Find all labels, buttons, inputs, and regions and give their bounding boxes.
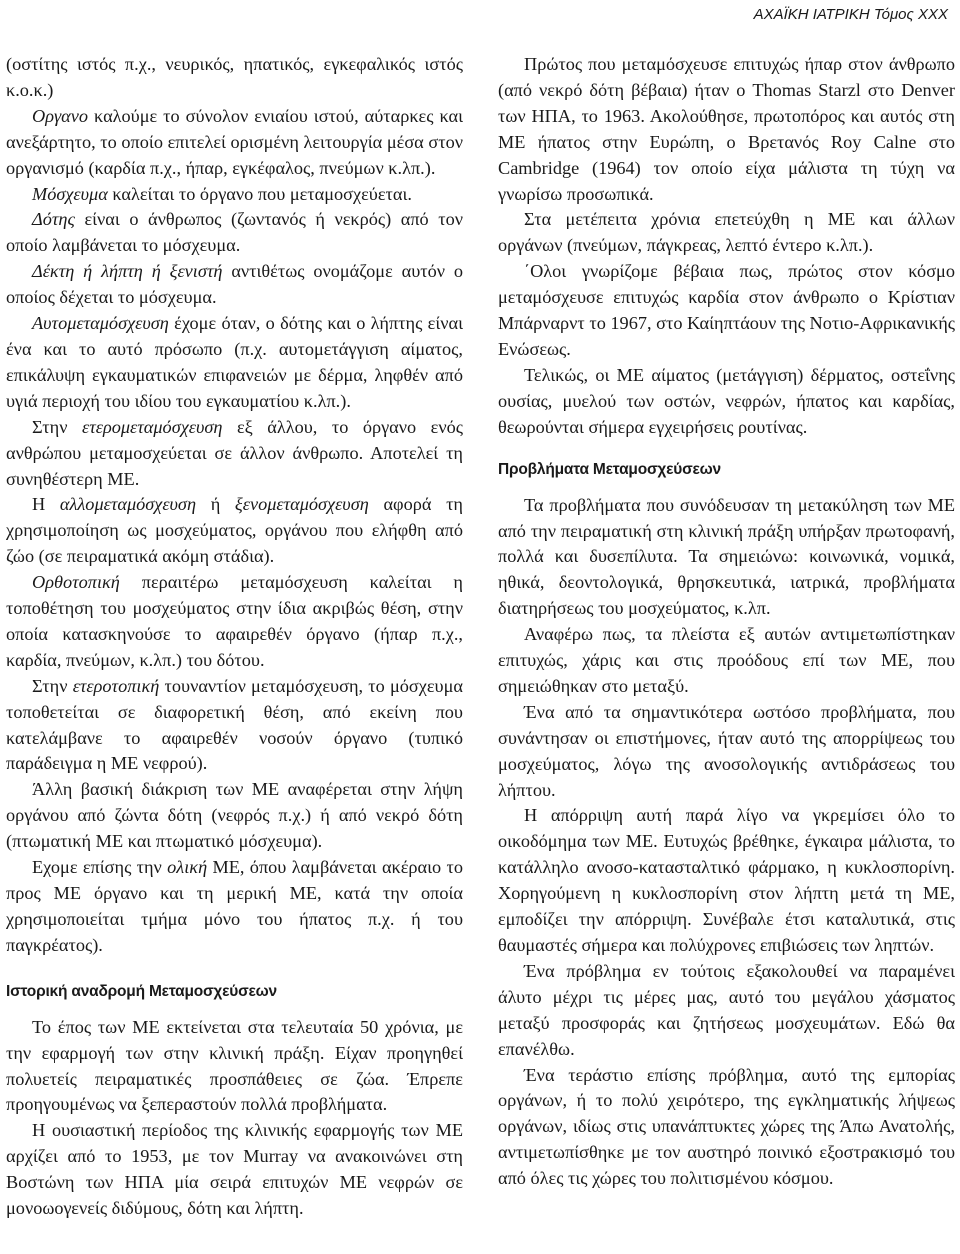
paragraph: Πρώτος που μεταμόσχευσε επιτυχώς ήπαρ στον άνθρωπο (από νεκρό δότη βέβαια) ήταν ο Thomas Starzl στο Denver των ΗΠΑ, το 1963. Ακολούθησε, πρωτοπόρος και αυτός στη ΜΕ ήπατος στην Ευρώπη, ο Βρετανός Roy Calne στο Cambridge (1964) τον οποίο είχα μάλιστα τη τύχη να γνωρίσω προσωπικά. xyxy=(498,54,955,204)
paragraph: Δέκτη ή λήπτη ή ξενιστή αντιθέτως ονομάζομε αυτόν ο οποίος δέχεται το μόσχευμα. xyxy=(6,261,463,308)
defined-term: Μόσχευμα xyxy=(32,183,108,204)
paragraph: Μόσχευμα καλείται το όργανο που μεταμοσχεύεται. xyxy=(32,183,412,204)
paragraph: Αναφέρω πως, τα πλείστα εξ αυτών αντιμετωπίστηκαν επιτυχώς, χάρις και στις προόδους επί των ΜΕ, που σημειώθηκαν στο μεταξύ. xyxy=(498,624,955,696)
paragraph: Εχομε επίσης την ολική ΜΕ, όπου λαμβάνεται ακέραιο το προς ΜΕ όργανο και τη μερική ΜΕ, κατά την οποία χρησιμοποιείται τμήμα μόνο του ήπατος π.χ. ή του παγκρέατος). xyxy=(6,857,463,955)
paragraph: Ορθοτοπική περαιτέρω μεταμόσχευση καλείται η τοποθέτηση του μοσχεύματος στην ίδια ακριβώς θέση, στην οποία κατασκηνούσε το αφαιρεθέν όργανο (ήπαρ π.χ., καρδία, πνεύμων, κ.λπ.) του δότου. xyxy=(6,572,463,670)
right-column xyxy=(498,52,955,1192)
paragraph: Η απόρριψη αυτή παρά λίγο να γκρεμίσει όλο το οικοδόμημα των ΜΕ. Ευτυχώς βρέθηκε, έγκαιρα μάλιστα, το κατάλληλο ανοσο-κατασταλτικό φάρμακο, η κυκλοσπορίνη. Χορηγούμενη η κυκλοσπορίνη στον λήπτη μετά τη ΜΕ, εμποδίζει την απόρριψη. Συνέβαλε έτσι καταλυτικά, στις θαυμαστές σήμερα και πολύχρονες επιβιώσεις των ληπτών. xyxy=(498,805,955,955)
paragraph: Στα μετέπειτα χρόνια επετεύχθη η ΜΕ και άλλων οργάνων (πνεύμων, πάγκρεας, λεπτό έντερο κ.λπ.). xyxy=(498,209,955,256)
paragraph: Άλλη βασική διάκριση των ΜΕ αναφέρεται στην λήψη οργάνου από ζώντα δότη (νεφρός π.χ.) ή από νεκρό δότη (πτωματική ΜΕ και πτωματικό μόσχευμα). xyxy=(6,779,463,852)
paragraph: Οργανο καλούμε το σύνολον ενιαίου ιστού, αύταρκες και ανεξάρτητο, το οποίο επιτελεί ορισμένη λειτουργία μέσα στον οργανισμό (καρδία π.χ., ήπαρ, εγκέφαλος, πνεύμων κ.λπ.). xyxy=(6,105,463,178)
paragraph: Ένα πρόβλημα εν τούτοις εξακολουθεί να παραμένει άλυτο μέχρι τις μέρες μας, αυτό του μεγάλου χάσματος μεταξύ προσφοράς και ζητήσεως μοσχευμάτων. Εδώ θα επανέλθω. xyxy=(498,960,955,1059)
paragraph: Τελικώς, οι ΜΕ αίματος (μετάγγιση) δέρματος, οστεΐνης ουσίας, μυελού των οστών, νεφρών, ήπατος και καρδίας, θεωρούνται σήμερα εγχειρήσεις ρουτίνας. xyxy=(498,364,955,437)
paragraph: Δότης είναι ο άνθρωπος (ζωντανός ή νεκρός) από τον οποίο λαμβάνεται το μόσχευμα. xyxy=(6,209,463,256)
defined-term: Δότης xyxy=(32,209,75,230)
defined-term: Οργανο xyxy=(32,105,89,126)
paragraph: Η ουσιαστική περίοδος της κλινικής εφαρμογής των ΜΕ αρχίζει από το 1953, με τον Murray να ανακοινώνει στη Βοστώνη των ΗΠΑ μία σειρά επιτυχών ΜΕ νεφρών σε μονοωογενείς διδύμους, δότη και λήπτη. xyxy=(6,1120,463,1219)
left-column xyxy=(6,52,463,1222)
defined-term: ετεροτοπική xyxy=(72,675,160,696)
paragraph: Αυτομεταμόσχευση έχομε όταν, ο δότης και ο λήπτης είναι ένα και το αυτό πρόσωπο (π.χ. αυτομετάγγιση αίματος, επικάλυψη εγκαυματικών επιφανειών με δέρμα, ληφθέν από υγιά περιοχή του ιδίου του εγκαυματίου κ.λπ.). xyxy=(6,313,463,411)
paragraph: Στην ετερομεταμόσχευση εξ άλλου, το όργανο ενός ανθρώπου μεταμοσχεύεται σε άλλον άνθρωπο. Αποτελεί τη συνηθέστερη ΜΕ. xyxy=(6,416,463,489)
defined-term: ολική xyxy=(167,857,208,878)
defined-term: ξενομεταμόσχευση xyxy=(234,494,369,515)
defined-term: Αυτομεταμόσχευση xyxy=(32,313,169,334)
paragraph: Ένα από τα σημαντικότερα ωστόσο προβλήματα, που συνάντησαν οι επιστήμονες, ήταν αυτό της απορρίψεως του μοσχεύματος, λόγω της ανοσολογικής αντιδράσεως του λήπτου. xyxy=(498,701,955,800)
running-head: ΑΧΑΪΚΗ ΙΑΤΡΙΚΗ Τόμος XXX xyxy=(753,6,948,23)
paragraph: Ένα τεράστιο επίσης πρόβλημα, αυτό της εμπορίας οργάνων, ή το πολύ χειρότερο, της εγκληματικής λήψεως οργάνων, ιδίως στις υπανάπτυκτες χώρες της Άπω Ανατολής, αντιμετωπίσθηκε με τον αυστηρό ποινικό εξοστρακισμό του από όλες τις χώρες του πολιτισμένου κόσμου. xyxy=(498,1064,955,1189)
paragraph: Η αλλομεταμόσχευση ή ξενομεταμόσχευση αφορά τη χρησιμοποίηση ως μοσχεύματος, οργάνου που ελήφθη από ζώο (σε πειραματικά ακόμη στάδια). xyxy=(6,494,463,567)
paragraph: ΄Ολοι γνωρίζομε βέβαια πως, πρώτος στον κόσμο μεταμόσχευσε επιτυχώς καρδία στον άνθρωπο ο Κρίστιαν Μπάρναρντ το 1967, στο Καίηπτάουν της Νοτιο-Αφρικανικής Ενώσεως. xyxy=(498,261,955,359)
paragraph: Το έπος των ΜΕ εκτείνεται στα τελευταία 50 χρόνια, με την εφαρμογή των στην κλινική πράξη. Είχαν προηγηθεί πολυετείς πειραματικές προσπάθειες σε ζώα. Έπρεπε προηγουμένως να ξεπεραστούν πολλά προβλήματα. xyxy=(6,1016,463,1115)
defined-term: Δέκτη ή λήπτη ή ξενιστή xyxy=(32,261,223,282)
defined-term: Ορθοτοπική xyxy=(32,572,120,593)
section-heading: Ιστορική αναδρομή Μεταμοσχεύσεων xyxy=(6,982,277,1000)
defined-term: αλλομεταμόσχευση xyxy=(59,494,197,515)
paragraph: Στην ετεροτοπική τουναντίον μεταμόσχευση, το μόσχευμα τοποθετείται σε διαφορετική θέση, από εκείνη που κατελάμβανε το αφαιρεθέν νοσούν όργανο (τυπικό παράδειγμα η ΜΕ νεφρού). xyxy=(6,675,463,774)
paragraph: (οστίτης ιστός π.χ., νευρικός, ηπατικός, εγκεφαλικός ιστός κ.ο.κ.) xyxy=(6,54,463,100)
defined-term: ετερομεταμόσχευση xyxy=(82,416,223,437)
paragraph: Τα προβλήματα που συνόδευσαν τη μετακύληση των ΜΕ από την πειραματική στη κλινική πράξη υπήρξαν πρωτοφανή, πολλά και δυσεπίλυτα. Τα σημειώνω: κοινωνικά, νομικά, ηθικά, δεοντολογικά, θρησκευτικά, ιατρικά, προβλήματα διατηρήσεως του μοσχεύματος, κ.λπ. xyxy=(498,494,955,619)
section-heading: Προβλήματα Μεταμοσχεύσεων xyxy=(498,460,721,478)
